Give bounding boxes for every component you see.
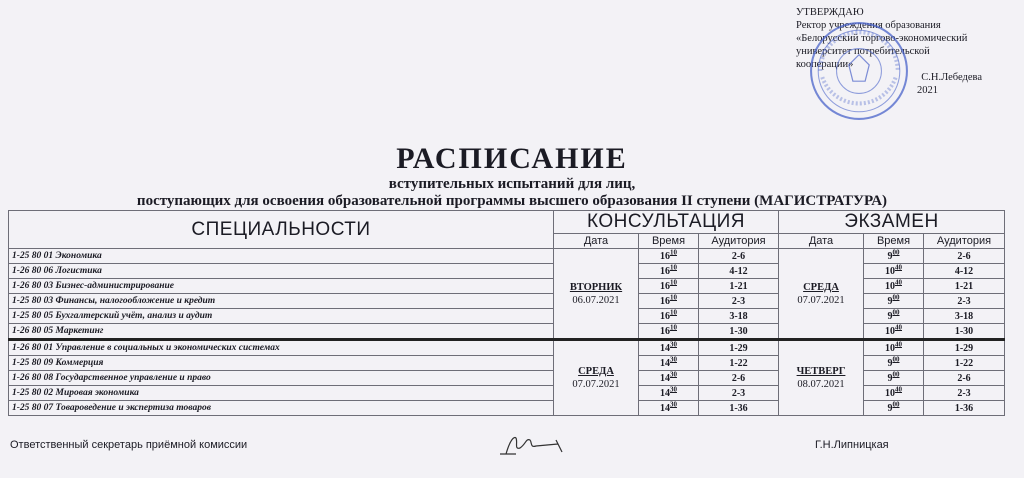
exam-room: 1-29 (924, 340, 1005, 356)
consult-room: 2-6 (699, 371, 779, 386)
specialty-cell: 1-25 80 02 Мировая экономика (9, 386, 554, 401)
consult-room: 1-30 (699, 324, 779, 340)
header-consultation: КОНСУЛЬТАЦИЯ (554, 211, 779, 234)
header-consult-time: Время (639, 234, 699, 249)
exam-time: $10^{40}$ (864, 340, 924, 356)
approval-year: 2021 (917, 85, 938, 96)
consult-day-cell (554, 249, 639, 340)
consult-time: $16^{10}$ (639, 279, 699, 294)
consult-time: $16^{10}$ (639, 294, 699, 309)
approval-line3: университет потребительской (796, 46, 930, 57)
exam-room: 2-6 (924, 249, 1005, 264)
header-exam-time: Время (864, 234, 924, 249)
exam-room: 1-21 (924, 279, 1005, 294)
exam-day-date: 08.07.2021 (797, 379, 845, 390)
header-consult-room: Аудитория (699, 234, 779, 249)
consult-room: 1-22 (699, 356, 779, 371)
exam-day-date: 07.07.2021 (797, 294, 845, 306)
document-subtitle-2: поступающих для освоения образовательной программы высшего образования II ступени (МАГИСТРАТУРА) (136, 193, 888, 209)
exam-time: $9^{00}$ (864, 401, 924, 416)
exam-time: $9^{00}$ (864, 356, 924, 371)
consult-time: $14^{30}$ (639, 386, 699, 401)
footer-secretary-label: Ответственный секретарь приёмной комиссии (10, 439, 248, 451)
consult-room: 2-3 (699, 386, 779, 401)
specialty-cell: 1-26 80 06 Логистика (9, 264, 554, 279)
specialty-cell: 1-26 80 03 Бизнес-администрирование (9, 279, 554, 294)
exam-day-cell (779, 340, 864, 416)
consult-day-date: 06.07.2021 (572, 294, 620, 306)
exam-room: 1-22 (924, 356, 1005, 371)
approval-line1: Ректор учреждения образования (796, 20, 941, 31)
specialty-cell: 1-25 80 09 Коммерция (9, 356, 554, 371)
consult-time: $16^{10}$ (639, 324, 699, 340)
header-exam: ЭКЗАМЕН (779, 211, 1005, 234)
header-row-main (9, 211, 1005, 234)
exam-room: 1-36 (924, 401, 1005, 416)
approval-line4: кооперации» (796, 59, 854, 70)
header-exam-date: Дата (779, 234, 864, 249)
exam-time: $10^{40}$ (864, 386, 924, 401)
exam-day-name: ЧЕТВЕРГ (796, 366, 846, 377)
consult-room: 2-6 (699, 249, 779, 264)
consult-time: $14^{30}$ (639, 401, 699, 416)
exam-time: $10^{40}$ (864, 279, 924, 294)
table-row (9, 340, 1005, 356)
exam-day-cell (779, 249, 864, 340)
consult-time: $16^{10}$ (639, 264, 699, 279)
consult-time: $14^{30}$ (639, 356, 699, 371)
schedule-table (8, 210, 1005, 416)
exam-day-name: СРЕДА (803, 281, 839, 293)
exam-room: 2-6 (924, 371, 1005, 386)
exam-room: 2-3 (924, 294, 1005, 309)
consult-day-name: ВТОРНИК (569, 281, 623, 293)
consult-room: 1-36 (699, 401, 779, 416)
consult-day-date: 07.07.2021 (572, 379, 620, 390)
footer-secretary-name: Г.Н.Липницкая (815, 439, 889, 451)
header-exam-room: Аудитория (924, 234, 1005, 249)
approval-heading: УТВЕРЖДАЮ (796, 7, 864, 18)
specialty-cell: 1-25 80 07 Товароведение и экспертиза товаров (9, 401, 554, 416)
consult-room: 1-29 (699, 340, 779, 356)
consult-room: 3-18 (699, 309, 779, 324)
exam-room: 2-3 (924, 386, 1005, 401)
header-consult-date: Дата (554, 234, 639, 249)
exam-room: 3-18 (924, 309, 1005, 324)
approval-signer: С.Н.Лебедева (921, 72, 982, 83)
exam-time: $9^{00}$ (864, 309, 924, 324)
official-stamp-icon (808, 20, 910, 122)
consult-day-name: СРЕДА (578, 366, 614, 377)
consult-day-cell (554, 340, 639, 416)
specialty-cell: 1-25 80 01 Экономика (9, 249, 554, 264)
header-specialties: СПЕЦИАЛЬНОСТИ (9, 211, 554, 249)
exam-time: $10^{40}$ (864, 324, 924, 340)
table-row (9, 249, 1005, 264)
consult-time: $14^{30}$ (639, 371, 699, 386)
exam-room: 4-12 (924, 264, 1005, 279)
specialty-cell: 1-25 80 03 Финансы, налогообложение и кредит (9, 294, 554, 309)
exam-time: $9^{00}$ (864, 294, 924, 309)
exam-time: $9^{00}$ (864, 249, 924, 264)
specialty-cell: 1-26 80 01 Управление в социальных и экономических системах (9, 340, 554, 356)
specialty-cell: 1-26 80 05 Маркетинг (9, 324, 554, 340)
exam-time: $9^{00}$ (864, 371, 924, 386)
specialty-cell: 1-26 80 08 Государственное управление и право (9, 371, 554, 386)
consult-room: 2-3 (699, 294, 779, 309)
consult-time: $16^{10}$ (639, 309, 699, 324)
approval-line2: «Белорусский торгово-экономический (796, 33, 968, 44)
exam-room: 1-30 (924, 324, 1005, 340)
document-subtitle-1: вступительных испытаний для лиц, (388, 176, 636, 192)
exam-time: $10^{40}$ (864, 264, 924, 279)
document-title: РАСПИСАНИЕ (396, 142, 628, 175)
consult-room: 4-12 (699, 264, 779, 279)
signature-icon (496, 430, 596, 460)
specialty-cell: 1-25 80 05 Бухгалтерский учёт, анализ и аудит (9, 309, 554, 324)
consult-room: 1-21 (699, 279, 779, 294)
consult-time: $14^{30}$ (639, 340, 699, 356)
consult-time: $16^{10}$ (639, 249, 699, 264)
